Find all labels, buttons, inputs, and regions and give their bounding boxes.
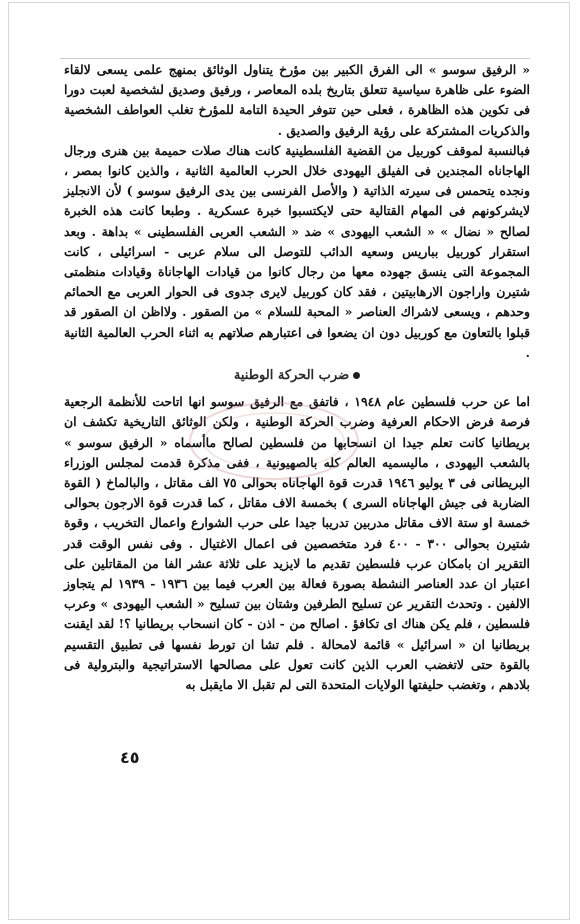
top-rule [60, 58, 530, 59]
section-heading [64, 366, 530, 386]
bullet-icon [353, 372, 360, 379]
paragraph-2: فبالنسبة لموقف كوربيل من القضية الفلسطينية كانت هناك صلات حميمة بين هنرى ورجال الهاجاناه المجندين فى الفيلق اليهودى خلال الحرب العالمية الثانية ، والذين كانوا بمصر ، ونجده يتحمس فى سيرته الذاتية ( والأصل الفرنسى بين يدى الرفيق سوسو ) لأن الانجليز لايشركونهم فى المهام القتالية حتى لايكتسبوا خبرة عسكرية . وطبعا كانت هذه الخبرة لصالح « نضال » « الشعب اليهودى » ضد « الشعب العربى الفلسطينى » بداهة . وبعد استقرار كوربيل بباريس وسعيه الدائب للتوصل الى سلام عربى - اسرائيلى ، كانت المجموعة التى ينسق جهوده معها من رجال كانوا من قيادات الهاجاناة وقيادات منظمتى شتيرن واراجون الارهابيتين ، فقد كان كوربيل لايرى جدوى فى الحوار العربى مع الحمائم وحدهم ، ويسعى لاشراك العناصر « المحبة للسلام » من الصقور . ولااظن ان الصقور قد قبلوا بالتعاون مع كوربيل دون ان يضعوا فى اعتبارهم صلاتهم به اثناء الحرب العالمية الثانية . [64, 142, 530, 360]
section-heading-text: ضرب الحركة الوطنية [233, 368, 350, 384]
text-column [64, 60, 530, 695]
paragraph-1: « الرفيق سوسو » الى الفرق الكبير بين مؤرخ يتناول الوثائق بمنهج علمى يسعى لالقاء الضوء على ظاهرة سياسية تتعلق بتاريخ بلده المعاصر ، ورفيق وصديق لشخصية لعبت دورا فى تكوين هذه الظاهرة ، فعلى حين تتوفر الحيدة التامة للمؤرخ تغلب العواطف الشخصية والذكريات المشتركة على رؤية الرفيق والصديق . [64, 62, 530, 138]
paragraph-3: اما عن حرب فلسطين عام ١٩٤٨ ، فاتفق مع الرفيق سوسو انها اتاحت للأنظمة الرجعية فرصة فرض الاحكام العرفية وضرب الحركة الوطنية ، ولكن الوثائق التاريخية تكشف ان بريطانيا كانت تعلم جيدا ان انسحابها من فلسطين لصالح ماأسماه « الرفيق سوسو » بالشعب اليهودى ، ماليسميه العالم كله بالصهيونية ، ففى مذكرة قدمت لمجلس الوزراء البريطانى فى ٣ يوليو ١٩٤٦ قدرت قوة الهاجاناه بحوالى ٧٥ الف مقاتل ، والبالماخ ( القوة الضاربة فى جيش الهاجاناه السرى ) بخمسة الاف مقاتل ، كما قدرت قوة الارجون بحوالى خمسة او ستة الاف مقاتل مدربين تدريبا جيدا على حرب الشوارع واعمال التخريب ، وقوة شتيرن بحوالى ٣٠٠ - ٤٠٠ فرد متخصصين فى اعمال الاغتيال . وفى نفس الوقت قدر التقرير ان بامكان عرب فلسطين تقديم ما لايزيد على ثلاثة عشر الفا من المقاتلين على اعتبار ان عدد العناصر النشطة بصورة فعالة بين العرب فيما بين ١٩٣٦ - ١٩٣٩ لم يتجاوز الالفين . وتحدث التقرير عن تسليح الطرفين وشتان بين تسليح « الشعب اليهودى » وعرب فلسطين ، فلم يكن هناك اى تكافؤ . اصالح من - اذن - كان انسحاب بريطانيا ؟! لقد ايقنت بريطانيا ان « اسرائيل » قائمة لامحالة . فلم تشا ان تورط نفسها فى تطبيق التقسيم بالقوة حتى لاتغضب العرب الذين كانت تعول على مصالحها الاستراتيجية والبترولية فى بلادهم ، وتغضب حليفتها الولايات المتحدة التى لم تقبل الا مايقبل به [64, 394, 530, 693]
page-number: ٤٥ [120, 748, 140, 767]
